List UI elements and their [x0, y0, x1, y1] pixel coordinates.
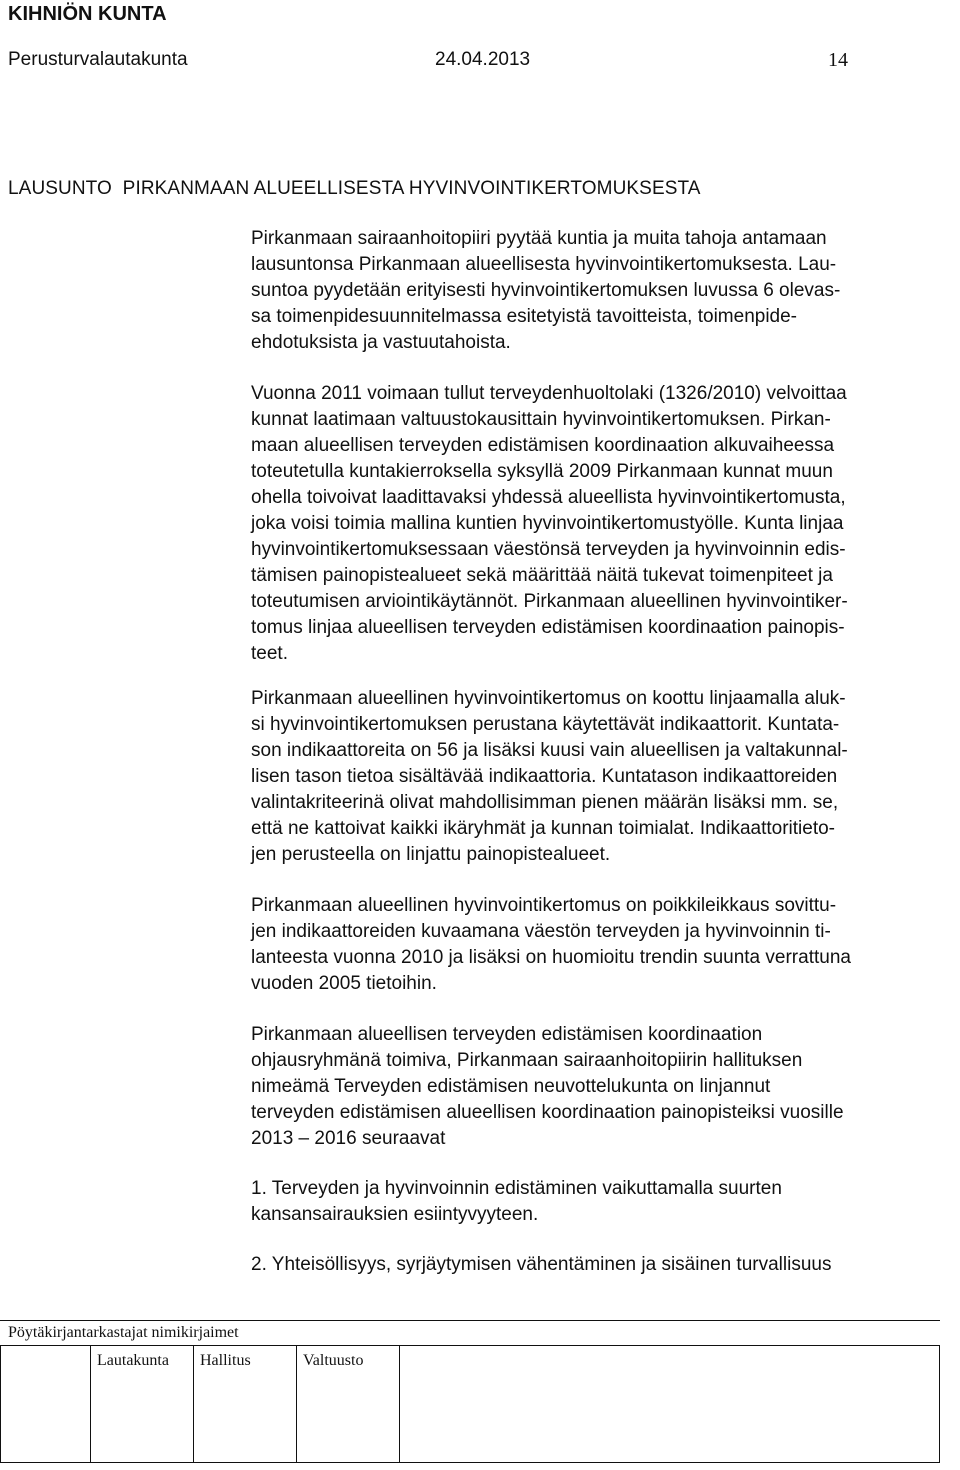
text-line: tomus linjaa alueellisen terveyden edistämisen koordinaation painopis- [251, 617, 845, 638]
signature-cell-hallitus: Hallitus [200, 1352, 251, 1369]
document-title: LAUSUNTO PIRKANMAAN ALUEELLISESTA HYVINVOINTIKERTOMUKSESTA [8, 178, 701, 199]
text-line: tämisen painopistealueet sekä määrittää näitä tukevat toimenpiteet ja [251, 565, 833, 586]
text-line: Vuonna 2011 voimaan tullut terveydenhuoltolaki (1326/2010) velvoittaa [251, 383, 847, 404]
organization-name: KIHNIÖN KUNTA [8, 3, 167, 25]
signatures-label: Pöytäkirjantarkastajat nimikirjaimet [8, 1324, 239, 1341]
text-line: Pirkanmaan alueellinen hyvinvointikertomus on koottu linjaamalla aluk- [251, 688, 846, 709]
signature-cell-lautakunta: Lautakunta [97, 1352, 169, 1369]
list-item [251, 1252, 959, 1278]
text-line: jen indikaattoreiden kuvaamana väestön terveyden ja hyvinvoinnin ti- [251, 921, 831, 942]
text-line: lisen tason tietoa sisältävää indikaattoria. Kuntatason indikaattoreiden [251, 766, 838, 787]
list-item [251, 1176, 959, 1228]
signature-column-divider [296, 1345, 297, 1463]
text-line: ohjausryhmänä toimiva, Pirkanmaan sairaanhoitopiirin hallituksen [251, 1050, 803, 1071]
text-line: valintakriteerinä olivat mahdollisimman pienen määrän lisäksi mm. se, [251, 792, 839, 813]
text-line: son indikaattoreita on 56 ja lisäksi kuusi vain alueellisen ja valtakunnal- [251, 740, 848, 761]
text-line: ehdotuksista ja vastuutahoista. [251, 332, 511, 353]
text-line: 2013 – 2016 seuraavat [251, 1128, 446, 1149]
paragraph-priorities [251, 1022, 959, 1152]
text-line: kansansairauksien esiintyvyyteen. [251, 1204, 539, 1225]
text-line: 1. Terveyden ja hyvinvoinnin edistäminen vaikuttamalla suurten [251, 1178, 782, 1199]
paragraph-cross-section [251, 893, 959, 997]
text-line: 2. Yhteisöllisyys, syrjäytymisen vähentäminen ja sisäinen turvallisuus [251, 1254, 832, 1275]
text-line: Pirkanmaan alueellinen hyvinvointikertomus on poikkileikkaus sovittu- [251, 895, 837, 916]
meeting-date: 24.04.2013 [435, 49, 531, 70]
paragraph-background [251, 381, 959, 667]
text-line: vuoden 2005 tietoihin. [251, 973, 437, 994]
text-line: toteutetulla kuntakierroksella syksyllä 2009 Pirkanmaan kunnat muun [251, 461, 833, 482]
signature-cell-valtuusto: Valtuusto [303, 1352, 364, 1369]
signature-column-divider [90, 1345, 91, 1463]
paragraph-indicators [251, 686, 959, 868]
text-line: että ne kattoivat kaikki ikäryhmät ja kunnan toimialat. Indikaattoritieto- [251, 818, 836, 839]
text-line: toteutumisen arviointikäytännöt. Pirkanmaan alueellinen hyvinvointiker- [251, 591, 848, 612]
text-line: sa toimenpidesuunnitelmassa esitetyistä tavoitteista, toimenpide- [251, 306, 798, 327]
paragraph-request [251, 226, 959, 356]
text-line: joka voisi toimia mallina kuntien hyvinvointikertomustyölle. Kunta linjaa [251, 513, 844, 534]
text-line: Pirkanmaan sairaanhoitopiiri pyytää kuntia ja muita tahoja antamaan [251, 228, 827, 249]
text-line: lausuntonsa Pirkanmaan alueellisesta hyvinvointikertomuksesta. Lau- [251, 254, 837, 275]
signature-column-divider [193, 1345, 194, 1463]
text-line: Pirkanmaan alueellisen terveyden edistämisen koordinaation [251, 1024, 763, 1045]
text-line: ohella toivoivat laadittavaksi yhdessä alueellista hyvinvointikertomusta, [251, 487, 846, 508]
text-line: lanteesta vuonna 2010 ja lisäksi on huomioitu trendin suunta verrattuna [251, 947, 851, 968]
text-line: si hyvinvointikertomuksen perustana käytettävät indikaattorit. Kuntata- [251, 714, 840, 735]
footer-divider [0, 1320, 940, 1321]
department-name: Perusturvalautakunta [8, 49, 188, 70]
text-line: kunnat laatimaan valtuustokausittain hyvinvointikertomuksen. Pirkan- [251, 409, 831, 430]
text-line: nimeämä Terveyden edistämisen neuvottelukunta on linjannut [251, 1076, 771, 1097]
text-line: teet. [251, 643, 288, 664]
text-line: jen perusteella on linjattu painopistealueet. [251, 844, 611, 865]
text-line: hyvinvointikertomuksessaan väestönsä terveyden ja hyvinvoinnin edis- [251, 539, 846, 560]
signature-column-divider [399, 1345, 400, 1463]
text-line: suntoa pyydetään erityisesti hyvinvointikertomuksen luvussa 6 olevas- [251, 280, 841, 301]
page-number: 14 [828, 49, 848, 71]
text-line: maan alueellisen terveyden edistämisen koordinaation alkuvaiheessa [251, 435, 835, 456]
text-line: terveyden edistämisen alueellisen koordinaation painopisteiksi vuosille [251, 1102, 844, 1123]
